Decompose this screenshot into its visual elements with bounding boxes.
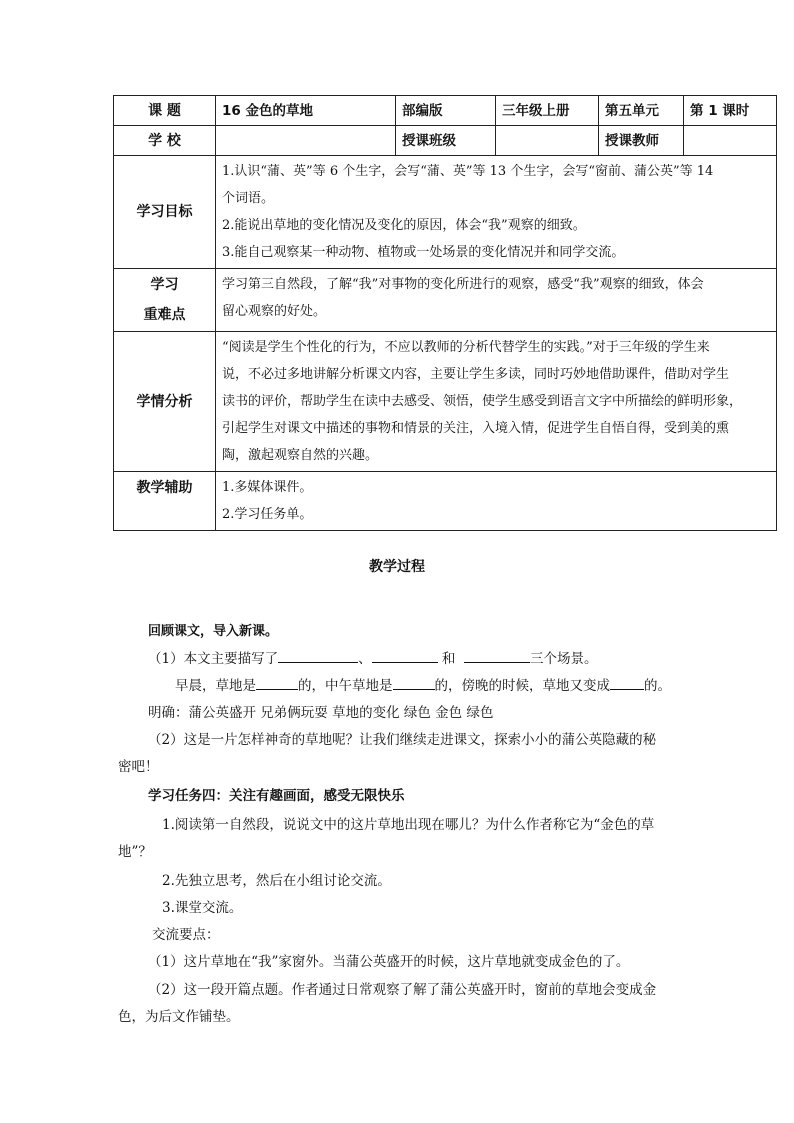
task-step-2: 2.先独立思考，然后在小组讨论交流。 xyxy=(162,873,391,889)
focus-label-line2: 重难点 xyxy=(143,307,186,323)
analysis-content xyxy=(216,332,777,472)
goals-label: 学习目标 xyxy=(114,156,216,269)
q1b-c: 的，傍晚的时候，草地又变成 xyxy=(434,678,610,694)
question-2-line1: （2）这是一片怎样神奇的草地呢？让我们继续走进课文，探索小小的蒲公英隐藏的秘 xyxy=(148,732,657,748)
focus-label-line1: 学习 xyxy=(150,277,179,293)
lesson-info-table xyxy=(113,95,777,531)
task-step-1-line2: 地”？ xyxy=(118,844,152,860)
goal-line: 1.认识“蒲、英”等 6 个生字，会写“蒲、英”等 13 个生字，会写“窗前、蒲公英”等 14 xyxy=(222,164,714,179)
focus-line: 学习第三自然段，了解“我”对事物的变化所进行的观察，感受“我”观察的细致，体会 xyxy=(222,277,704,292)
aid-line: 2.学习任务单。 xyxy=(222,507,313,522)
blank-3 xyxy=(464,648,530,663)
point-1: （1）这片草地在“我”家窗外。当蒲公英盛开的时候，这片草地就变成金色的了。 xyxy=(148,954,630,970)
process-title: 教学过程 xyxy=(369,559,425,575)
analysis-label: 学情分析 xyxy=(114,332,216,472)
review-heading: 回顾课文，导入新课。 xyxy=(148,624,279,639)
analysis-line: 引起学生对课文中描述的事物和情景的关注，入境入情，促进学生自悟自得，受到美的熏 xyxy=(222,421,730,436)
unit: 第五单元 xyxy=(599,96,684,126)
blank-5 xyxy=(393,675,435,690)
task-step-1-line1: 1.阅读第一自然段，说说文中的这片草地出现在哪儿？为什么作者称它为“金色的草 xyxy=(162,817,655,833)
school-value xyxy=(216,126,396,156)
question-1 xyxy=(148,647,597,667)
analysis-line: 陶，激起观察自然的兴趣。 xyxy=(222,448,379,463)
q1-sep2: 和 xyxy=(441,651,456,667)
q1b-b: 的，中午草地是 xyxy=(298,678,393,694)
analysis-line: 读书的评价，帮助学生在读中去感受、领悟，使学生感受到语言文字中所描绘的鲜明形象， xyxy=(222,394,743,409)
aids-label: 教学辅助 xyxy=(114,472,216,531)
teacher-label: 授课教师 xyxy=(599,126,684,156)
class-label: 授课班级 xyxy=(396,126,496,156)
answer-line: 明确：蒲公英盛开 兄弟俩玩耍 草地的变化 绿色 金色 绿色 xyxy=(148,705,494,721)
point-2-line2: 色，为后文作铺垫。 xyxy=(118,1009,240,1025)
q1b-a: 早晨，草地是 xyxy=(175,678,256,694)
aids-content xyxy=(216,472,777,531)
task-4-heading: 学习任务四：关注有趣画面，感受无限快乐 xyxy=(148,788,405,804)
q1-prefix: （1）本文主要描写了 xyxy=(148,651,279,667)
blank-1 xyxy=(278,648,358,663)
grade: 三年级上册 xyxy=(496,96,599,126)
blank-6 xyxy=(610,675,644,690)
goals-content xyxy=(216,156,777,269)
period: 第 1 课时 xyxy=(684,96,777,126)
focus-line: 留心观察的好处。 xyxy=(222,304,327,319)
question-2-line2: 密吧！ xyxy=(118,759,159,775)
point-2-line1: （2）这一段开篇点题。作者通过日常观察了解了蒲公英盛开时，窗前的草地会变成金 xyxy=(148,982,657,998)
teacher-value xyxy=(684,126,777,156)
edition: 部编版 xyxy=(396,96,496,126)
analysis-line: 说，不必过多地讲解分析课文内容，主要让学生多读，同时巧妙地借助课件，借助对学生 xyxy=(222,367,730,382)
q1-suffix: 三个场景。 xyxy=(529,651,598,667)
task-step-3: 3.课堂交流。 xyxy=(162,900,243,916)
topic-label: 课 题 xyxy=(114,96,216,126)
q1-sep1: 、 xyxy=(358,651,372,667)
blank-4 xyxy=(256,675,298,690)
goal-line: 3.能自己观察某一种动物、植物或一处场景的变化情况并和同学交流。 xyxy=(222,245,625,260)
class-value xyxy=(496,126,599,156)
goal-line: 2.能说出草地的变化情况及变化的原因，体会“我”观察的细致。 xyxy=(222,218,586,233)
aid-line: 1.多媒体课件。 xyxy=(222,480,313,495)
analysis-line: “阅读是学生个性化的行为，不应以教师的分析代替学生的实践。”对于三年级的学生来 xyxy=(222,340,710,355)
school-label: 学 校 xyxy=(114,126,216,156)
focus-content xyxy=(216,269,777,332)
question-1b xyxy=(175,674,671,694)
goal-line: 个词语。 xyxy=(222,191,275,206)
points-heading: 交流要点： xyxy=(152,927,220,943)
q1b-d: 的。 xyxy=(644,678,671,694)
blank-2 xyxy=(372,648,438,663)
lesson-title: 16 金色的草地 xyxy=(216,96,396,126)
focus-label xyxy=(114,269,216,332)
